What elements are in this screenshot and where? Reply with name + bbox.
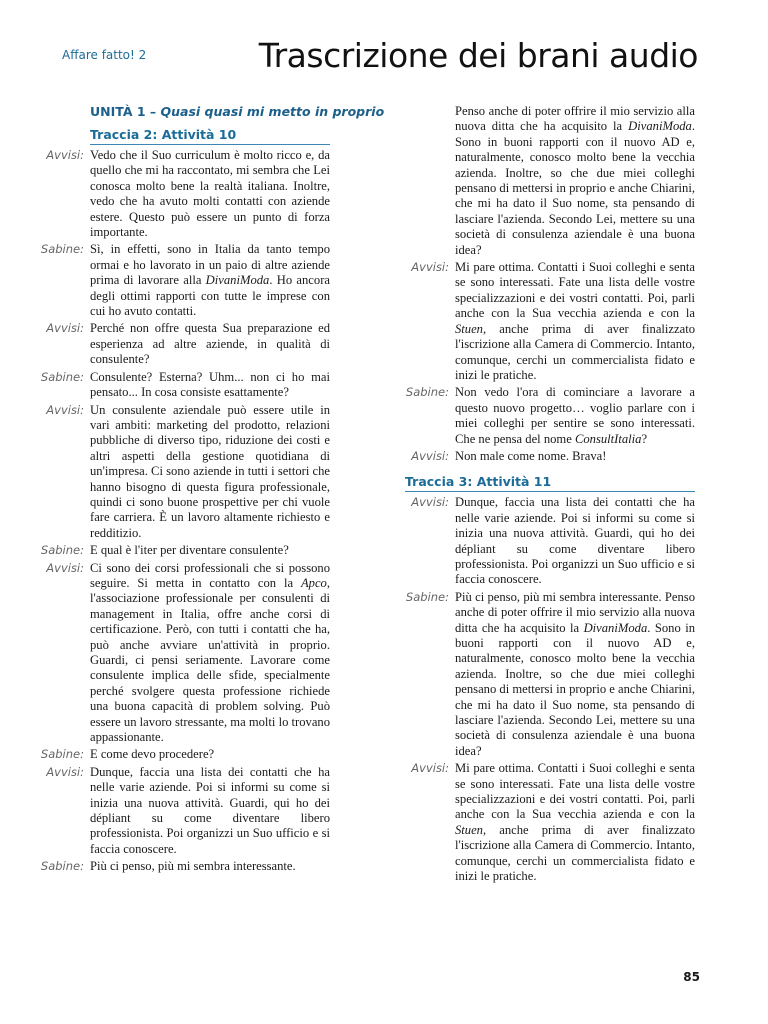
book-title: Affare fatto! 2 bbox=[62, 48, 147, 62]
dialogue-text: Ci sono dei corsi professionali che si possono seguire. Si metta in contatto con la Apco, l'associazione professionale per consulenti di management in Italia, offre anche corsi di certificazione. Però, con tutti i contatti che ha, può anche avviare un'attività in proprio. Guardi, ci pensi seriamente. Lavorare come consulente implica delle sfide, specialmente perché svolgere questa professione richiede una buona capacità di problem solving. Può essere un lavoro stressante, ma molti lo trovano appassionante. bbox=[90, 560, 330, 745]
unit-subtitle: Quasi quasi mi metto in proprio bbox=[160, 104, 385, 119]
speaker-label: Avvisi: bbox=[46, 321, 84, 336]
dialogue-turn bbox=[40, 543, 330, 558]
speaker-label: Avvisi: bbox=[411, 495, 449, 510]
dialogue-turn bbox=[40, 747, 330, 762]
dialogue-text: Non vedo l'ora di cominciare a lavorare a questo nuovo progetto… voglio parlare con i miei colleghi per sentire se sono interessati. Che ne pensa del nome ConsultItalia? bbox=[455, 385, 695, 446]
dialogue-turn bbox=[46, 321, 330, 367]
speaker-label: Sabine: bbox=[405, 385, 449, 400]
speaker-label: Sabine: bbox=[40, 543, 84, 558]
right-column bbox=[405, 104, 695, 887]
dialogue-text: Sì, in effetti, sono in Italia da tanto tempo ormai e ho lavorato in un paio di altre aziende prima di lavorare alla DivaniModa. Ho ancora degli ottimi rapporti con tutte le imprese con cui ho avuto contatti. bbox=[90, 242, 330, 319]
dialogue-text: Un consulente aziendale può essere utile in vari ambiti: marketing del prodotto, relazioni pubbliche di diverso tipo, riduzione dei costi e altri aspetti della gestione quotidiana di un'impresa. Ci sono aziende in tutti i settori che hanno bisogno di questa figura professionale, quindi ci sono buone prospettive per chi vuole fare carriera. È un lavoro altamente richiesto e redditizio. bbox=[90, 402, 330, 540]
speaker-label: Sabine: bbox=[40, 859, 84, 874]
dialogue-turn bbox=[405, 385, 695, 447]
dialogue-text: Consulente? Esterna? Uhm... non ci ho mai pensato... In cosa consiste esattamente? bbox=[90, 369, 330, 400]
page-title: Trascrizione dei brani audio bbox=[258, 36, 698, 75]
dialogue-turn bbox=[40, 242, 330, 319]
speaker-label: Avvisi: bbox=[46, 560, 84, 575]
speaker-label: Avvisi: bbox=[46, 148, 84, 162]
dialogue-continuation: Penso anche di poter offrire il mio servizio alla nuova ditta che ha acquisito la DivaniModa. Sono in buoni rapporti con il nuovo AD e, naturalmente, conosco molto bene la vecchia azienda. Inoltre, so che due miei colleghi pensano di mettersi in proprio e anche Chiarini, che mi ha dato il Suo nome, sta pensando di lasciare l'azienda. Secondo Lei, mettere su una società di consulenza aziendale è una buona idea? bbox=[455, 104, 695, 257]
dialogue-text: Più ci penso, più mi sembra interessante. bbox=[90, 859, 296, 874]
dialogue-turn bbox=[405, 495, 695, 587]
dialogue-turn bbox=[405, 761, 695, 884]
dialogue-text: Dunque, faccia una lista dei contatti che ha nelle varie aziende. Poi si informi su come si inizia una nuova attività. Guardi, qui ho dei dépliant su come diventare libero professionista. Poi organizzi un Suo ufficio e si faccia conoscere. bbox=[455, 495, 695, 587]
unit-heading bbox=[90, 104, 385, 119]
dialogue-text: E come devo procedere? bbox=[90, 747, 215, 762]
speaker-label: Avvisi: bbox=[411, 448, 449, 463]
dialogue-text: Non male come nome. Brava! bbox=[455, 448, 607, 463]
unit-label: UNITÀ 1 – bbox=[90, 104, 161, 119]
dialogue-turn bbox=[46, 148, 330, 240]
dialogue-turn bbox=[405, 449, 695, 464]
speaker-label: Avvisi: bbox=[46, 402, 84, 417]
dialogue-text: Mi pare ottima. Contatti i Suoi colleghi e senta se sono interessati. Fate una lista delle vostre specializzazioni e dei vostri contatti. Poi, parli anche con la Sua vecchia azienda e con la Stuen, anche prima di aver finalizzato l'iscrizione alla Camera di Commercio. Intanto, comunque, cerchi un commercialista fidato e inizi le pratiche. bbox=[455, 260, 695, 382]
dialogue-turn bbox=[40, 859, 330, 874]
speaker-label: Avvisi: bbox=[46, 764, 84, 779]
dialogue-text: Mi pare ottima. Contatti i Suoi colleghi e senta se sono interessati. Fate una lista delle vostre specializzazioni e dei vostri contatti. Poi, parli anche con la Sua vecchia azienda e con la Stuen, anche prima di aver finalizzato l'iscrizione alla Camera di Commercio. Intanto, comunque, cerchi un commercialista fidato e inizi le pratiche. bbox=[455, 761, 695, 884]
dialogue-turn bbox=[405, 590, 695, 759]
page-number: 85 bbox=[683, 970, 700, 984]
track-2-heading: Traccia 2: Attività 10 bbox=[90, 127, 330, 145]
speaker-label: Sabine: bbox=[405, 589, 449, 604]
speaker-label: Sabine: bbox=[40, 747, 84, 762]
dialogue-text: Perché non offre questa Sua preparazione ed esperienza ad altre aziende, in qualità di consulente? bbox=[90, 321, 330, 367]
track-3-heading: Traccia 3: Attività 11 bbox=[405, 474, 695, 492]
speaker-label: Avvisi: bbox=[411, 761, 449, 776]
speaker-label: Sabine: bbox=[40, 369, 84, 384]
dialogue-text: Dunque, faccia una lista dei contatti che ha nelle varie aziende. Poi si informi su come si inizia una nuova attività. Guardi, qui ho dei dépliant su come diventare libero professionista. Poi organizzi un Suo ufficio e si faccia conoscere. bbox=[90, 764, 330, 856]
dialogue-turn bbox=[40, 369, 330, 401]
dialogue-text: Più ci penso, più mi sembra interessante. Penso anche di poter offrire il mio servizio alla nuova ditta che ha acquisito la DivaniModa. Sono in buoni rapporti con il nuovo AD e, naturalmente, conosco molto bene la vecchia azienda. Inoltre, so che due miei colleghi pensano di mettersi in proprio e anche Chiarini, che mi ha dato il Suo nome, sta pensando di lasciare l'azienda. Secondo Lei, mettere su una società di consulenza aziendale è una buona idea? bbox=[455, 589, 695, 758]
dialogue-text: E qual è l'iter per diventare consulente? bbox=[90, 543, 289, 558]
dialogue-turn bbox=[405, 260, 695, 383]
speaker-label: Avvisi: bbox=[411, 260, 449, 275]
dialogue-turn bbox=[46, 560, 330, 746]
left-column bbox=[40, 104, 385, 877]
dialogue-turn bbox=[46, 764, 330, 857]
dialogue-turn bbox=[46, 402, 330, 542]
dialogue-text: Vedo che il Suo curriculum è molto ricco e, da quello che mi ha raccontato, mi sembra che Lei conosca molto bene la realtà italiana. Inoltre, vedo che ha avuto molti contatti con aziende estere. Questo può essere un punto di forza importante. bbox=[90, 148, 330, 240]
speaker-label: Sabine: bbox=[40, 242, 84, 257]
